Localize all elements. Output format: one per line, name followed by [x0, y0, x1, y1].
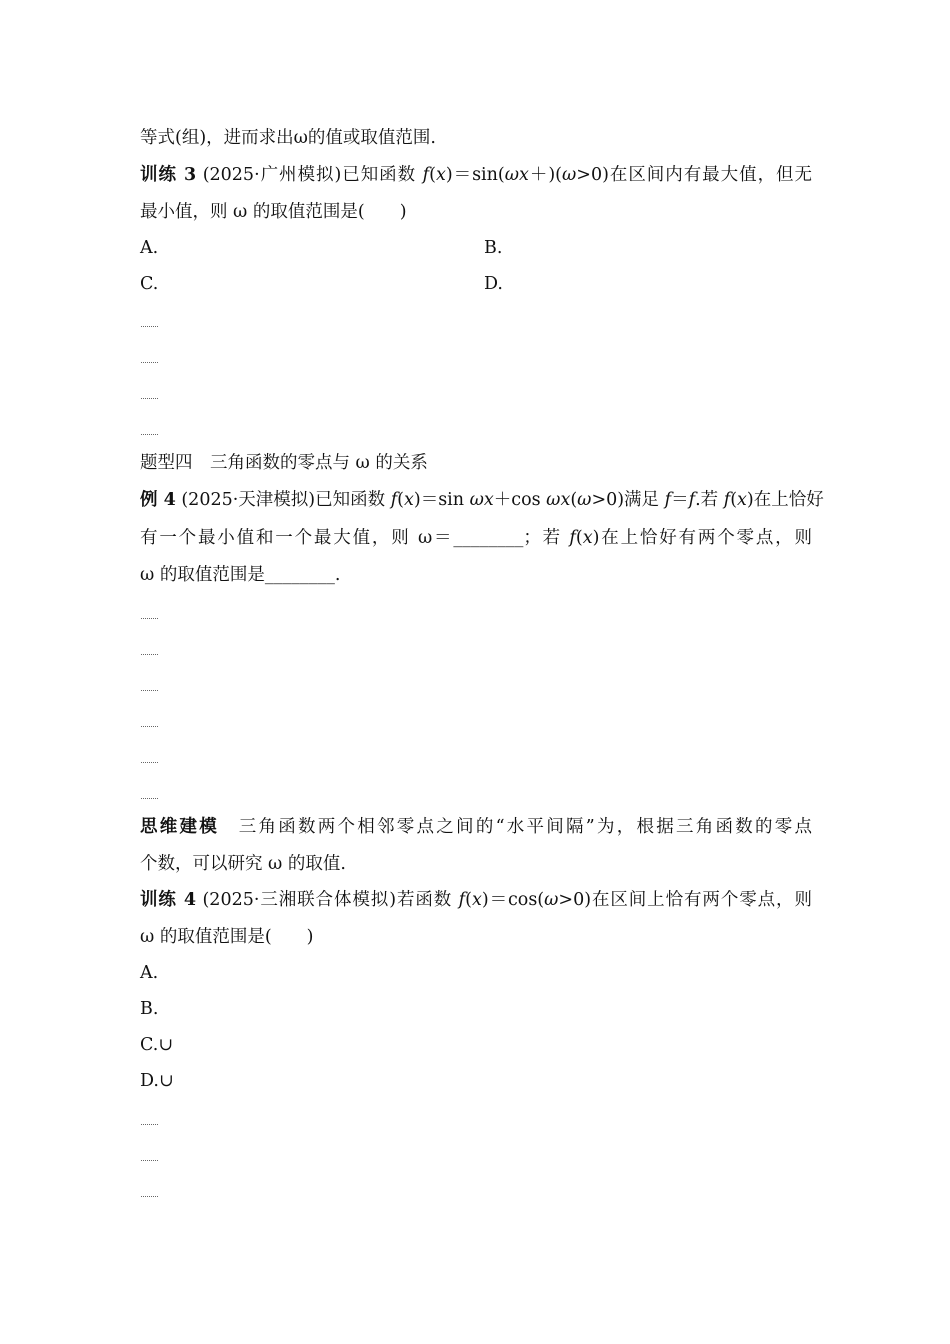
model-line1 — [140, 815, 812, 839]
model-line2: 个数，可以研究 ω 的取值. — [140, 854, 346, 874]
answer-dot-line — [141, 434, 158, 435]
answer-dot-line — [141, 762, 158, 763]
practice3-option-b: B. — [484, 238, 503, 258]
type4-title: 题型四 三角函数的零点与 ω 的关系 — [140, 453, 428, 473]
math-f: f — [569, 528, 576, 548]
practice3-line1: 训练 3 (2025·广州模拟)已知函数 f(x)＝sin(ωx＋)(ω>0)在区间内有最大值，但无 — [140, 165, 812, 185]
text: 在上恰好 — [753, 490, 824, 510]
text: >0)在区间内有最大值，但无 — [576, 165, 812, 185]
example4-source: (2025·天津模拟) — [181, 490, 316, 510]
text: ＝ — [671, 490, 689, 510]
text: >0)满足 — [591, 490, 665, 510]
text: ＝sin — [420, 490, 470, 510]
math-omega: ω — [469, 490, 484, 510]
practice4-option-a: A. — [140, 963, 159, 983]
practice4-line1: 训练 4 (2025·三湘联合体模拟)若函数 f(x)＝cos(ω>0)在区间上恰有两个零点，则 — [140, 890, 812, 910]
math-omega: ω — [544, 890, 559, 910]
practice4-option-c: C.∪ — [140, 1035, 173, 1055]
math-omega: ω — [504, 165, 520, 185]
math-x: x — [582, 528, 593, 548]
model-label: 思维建模 — [140, 817, 220, 837]
practice4-source: (2025·三湘联合体模拟) — [202, 890, 397, 910]
text: ＋cos — [493, 490, 547, 510]
example4-line3: ω 的取值范围是________. — [140, 565, 341, 585]
practice3-label: 训练 3 — [140, 165, 197, 185]
practice3-line2: 最小值，则 ω 的取值范围是( ) — [140, 202, 407, 222]
math-f: f — [664, 490, 672, 510]
answer-dot-line — [141, 726, 158, 727]
practice3-option-c: C. — [140, 274, 159, 294]
answer-dot-line — [141, 362, 158, 363]
example4-line1: 例 4 (2025·天津模拟)已知函数 f(x)＝sin ωx＋cos ωx(ω>0)满足 f＝f.若 f(x)在上恰好 — [140, 490, 824, 510]
math-f: f — [458, 890, 466, 910]
practice3-option-a: A. — [140, 238, 159, 258]
text: ＋)( — [528, 165, 562, 185]
text: 已知函数 — [315, 490, 391, 510]
answer-dot-line — [141, 798, 158, 799]
text: 已知函数 — [341, 165, 423, 185]
math-x: x — [471, 890, 482, 910]
example4-line2: 有一个最小值和一个最大值，则 ω＝________；若 f(x)在上恰好有两个零点，则 — [140, 528, 812, 548]
answer-dot-line — [141, 654, 158, 655]
practice4-option-d: D.∪ — [140, 1071, 174, 1091]
intro-line: 等式(组)，进而求出ω的值或取值范围. — [140, 128, 436, 148]
practice3-option-d: D. — [484, 274, 503, 294]
practice4-label: 训练 4 — [140, 890, 196, 910]
math-x: x — [519, 165, 529, 185]
math-x: x — [483, 490, 494, 510]
math-f: f — [422, 165, 430, 185]
math-x: x — [737, 490, 747, 510]
answer-dot-line — [141, 690, 158, 691]
text: 三角函数两个相邻零点之间的“水平间隔”为，根据三角函数的零点 — [238, 817, 813, 837]
math-omega: ω — [577, 490, 592, 510]
text: >0)在区间上恰有两个零点，则 — [558, 890, 812, 910]
practice3-source: (2025·广州模拟) — [202, 165, 342, 185]
example4-label: 例 4 — [140, 490, 176, 510]
answer-dot-line — [141, 398, 158, 399]
answer-dot-line — [141, 618, 158, 619]
answer-dot-line — [141, 1160, 158, 1161]
math-x: x — [560, 490, 571, 510]
answer-dot-line — [141, 1124, 158, 1125]
practice4-line2: ω 的取值范围是( ) — [140, 927, 314, 947]
answer-dot-line — [141, 1196, 158, 1197]
math-omega: ω — [562, 165, 577, 185]
math-x: x — [404, 490, 414, 510]
text: 在上恰好有两个零点，则 — [599, 528, 812, 548]
math-f: f — [723, 490, 731, 510]
text: .若 — [695, 490, 724, 510]
math-f: f — [390, 490, 398, 510]
practice4-option-b: B. — [140, 999, 159, 1019]
math-f: f — [688, 490, 696, 510]
text: 若函数 — [396, 890, 459, 910]
math-omega: ω — [546, 490, 561, 510]
answer-dot-line — [141, 326, 158, 327]
text: ＝cos( — [488, 890, 545, 910]
math-x: x — [435, 165, 446, 185]
text: 有一个最小值和一个最大值，则 ω＝________；若 — [140, 528, 570, 548]
text: ＝sin( — [452, 165, 505, 185]
